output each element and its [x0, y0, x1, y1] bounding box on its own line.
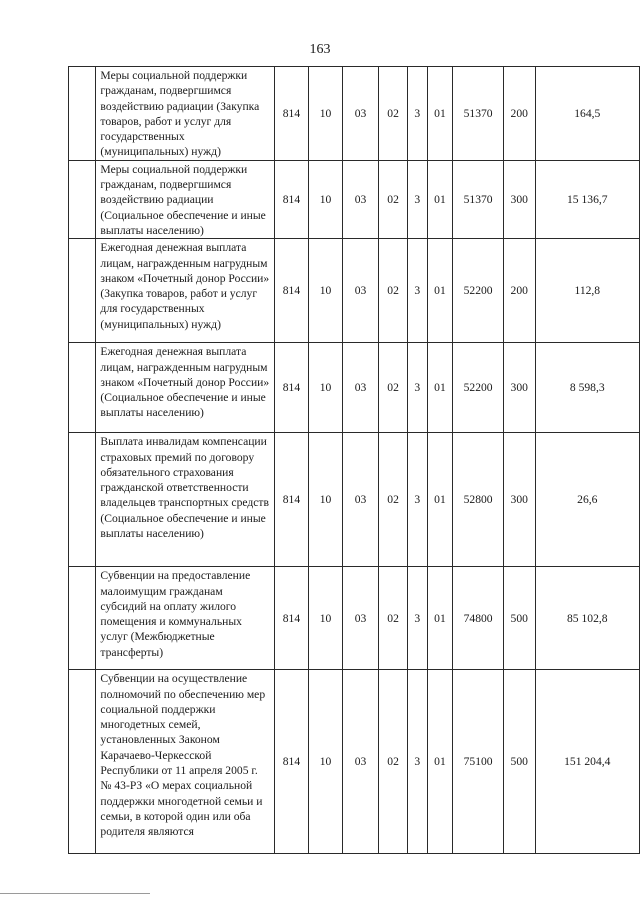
ministry-code-cell: 814	[274, 433, 309, 567]
amount-cell: 112,8	[535, 239, 639, 343]
section-code-cell: 10	[309, 343, 343, 433]
subsection-code-cell: 03	[342, 343, 378, 433]
expense-type-cell: 500	[503, 567, 535, 670]
subsection-code-cell: 03	[342, 433, 378, 567]
subprogram-code-cell: 3	[407, 343, 427, 433]
item-name-cell: Субвенции на осуществление полномочий по обеспечению мер социальной поддержки многодетных семей, установленных Законом Карачаево-Черкесской Республики от 11 апреля 2005 г. № 43-РЗ «О мерах социальной поддержки многодетной семьи и семьи, в которой один или оба родителя являются	[96, 670, 274, 854]
section-code-cell: 10	[309, 670, 343, 854]
activity-code-cell: 01	[427, 670, 453, 854]
direction-code-cell: 75100	[453, 670, 504, 854]
item-name-cell: Меры социальной поддержки гражданам, подвергшимся воздействию радиации (Социальное обеспечение и иные выплаты населению)	[96, 160, 274, 238]
amount-cell: 164,5	[535, 67, 639, 161]
amount-cell: 8 598,3	[535, 343, 639, 433]
expense-type-cell: 200	[503, 67, 535, 161]
table-row	[69, 239, 640, 343]
subsection-code-cell: 03	[342, 67, 378, 161]
empty-cell	[69, 160, 96, 238]
empty-cell	[69, 567, 96, 670]
section-code-cell: 10	[309, 433, 343, 567]
program-code-cell: 02	[379, 433, 408, 567]
page-number: 163	[309, 42, 331, 57]
subsection-code-cell: 03	[342, 160, 378, 238]
section-code-cell: 10	[309, 160, 343, 238]
direction-code-cell: 74800	[453, 567, 504, 670]
direction-code-cell: 52200	[453, 343, 504, 433]
activity-code-cell: 01	[427, 239, 453, 343]
budget-table	[68, 66, 640, 854]
table-row	[69, 67, 640, 161]
table-row	[69, 433, 640, 567]
direction-code-cell: 51370	[453, 67, 504, 161]
subprogram-code-cell: 3	[407, 67, 427, 161]
subprogram-code-cell: 3	[407, 433, 427, 567]
amount-cell: 151 204,4	[535, 670, 639, 854]
activity-code-cell: 01	[427, 433, 453, 567]
empty-cell	[69, 670, 96, 854]
empty-cell	[69, 433, 96, 567]
program-code-cell: 02	[379, 67, 408, 161]
item-name-cell: Меры социальной поддержки гражданам, подвергшимся воздействию радиации (Закупка товаров, работ и услуг для государственных (муниципальных) нужд)	[96, 67, 274, 161]
expense-type-cell: 300	[503, 433, 535, 567]
empty-cell	[69, 67, 96, 161]
empty-cell	[69, 343, 96, 433]
ministry-code-cell: 814	[274, 160, 309, 238]
item-name-cell: Ежегодная денежная выплата лицам, награжденным нагрудным знаком «Почетный донор России» (Социальное обеспечение и иные выплаты населению)	[96, 343, 274, 433]
item-name-cell: Субвенции на предоставление малоимущим гражданам субсидий на оплату жилого помещения и коммунальных услуг (Межбюджетные трансферты)	[96, 567, 274, 670]
subsection-code-cell: 03	[342, 567, 378, 670]
amount-cell: 85 102,8	[535, 567, 639, 670]
subprogram-code-cell: 3	[407, 567, 427, 670]
expense-type-cell: 500	[503, 670, 535, 854]
direction-code-cell: 52200	[453, 239, 504, 343]
program-code-cell: 02	[379, 239, 408, 343]
activity-code-cell: 01	[427, 567, 453, 670]
table-row	[69, 160, 640, 238]
section-code-cell: 10	[309, 567, 343, 670]
activity-code-cell: 01	[427, 343, 453, 433]
direction-code-cell: 52800	[453, 433, 504, 567]
activity-code-cell: 01	[427, 160, 453, 238]
ministry-code-cell: 814	[274, 567, 309, 670]
expense-type-cell: 300	[503, 343, 535, 433]
section-code-cell: 10	[309, 67, 343, 161]
program-code-cell: 02	[379, 670, 408, 854]
amount-cell: 26,6	[535, 433, 639, 567]
table-row	[69, 670, 640, 854]
subprogram-code-cell: 3	[407, 160, 427, 238]
ministry-code-cell: 814	[274, 343, 309, 433]
program-code-cell: 02	[379, 343, 408, 433]
activity-code-cell: 01	[427, 67, 453, 161]
subprogram-code-cell: 3	[407, 670, 427, 854]
item-name-cell: Ежегодная денежная выплата лицам, награжденным нагрудным знаком «Почетный донор России» (Закупка товаров, работ и услуг для государственных (муниципальных) нужд)	[96, 239, 274, 343]
ministry-code-cell: 814	[274, 239, 309, 343]
amount-cell: 15 136,7	[535, 160, 639, 238]
item-name-cell: Выплата инвалидам компенсации страховых премий по договору обязательного страхования гражданской ответственности владельцев транспортных средств (Социальное обеспечение и иные выплаты населению)	[96, 433, 274, 567]
direction-code-cell: 51370	[453, 160, 504, 238]
subsection-code-cell: 03	[342, 239, 378, 343]
table-row	[69, 567, 640, 670]
subsection-code-cell: 03	[342, 670, 378, 854]
table-row	[69, 343, 640, 433]
subprogram-code-cell: 3	[407, 239, 427, 343]
empty-cell	[69, 239, 96, 343]
expense-type-cell: 300	[503, 160, 535, 238]
ministry-code-cell: 814	[274, 670, 309, 854]
section-code-cell: 10	[309, 239, 343, 343]
program-code-cell: 02	[379, 160, 408, 238]
program-code-cell: 02	[379, 567, 408, 670]
ministry-code-cell: 814	[274, 67, 309, 161]
expense-type-cell: 200	[503, 239, 535, 343]
bottom-rule	[0, 893, 150, 894]
